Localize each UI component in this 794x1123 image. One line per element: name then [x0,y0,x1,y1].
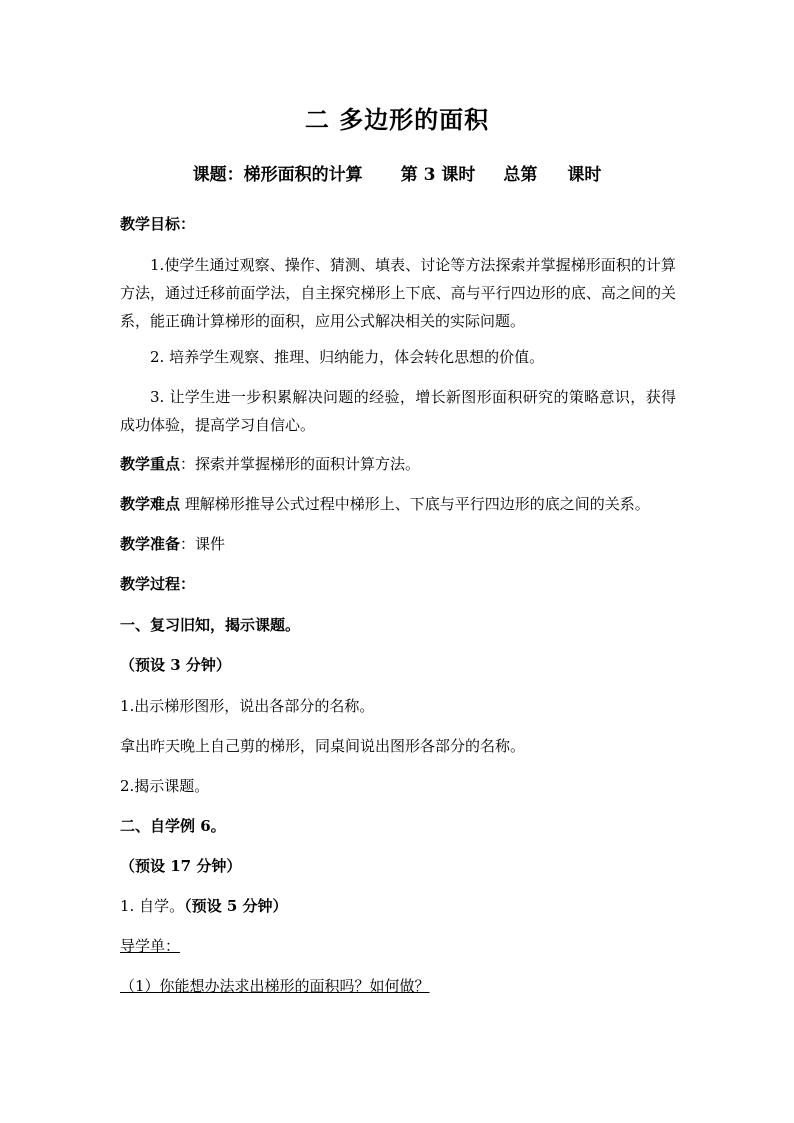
lesson-number: 第 3 课时 [400,165,476,185]
preparation-label: 教学准备 [120,535,181,553]
difficulty [120,490,680,518]
objective-3: 3. 让学生进一步积累解决问题的经验，增长新图形面积研究的策略意识，获得成功体验，提高学习自信心。 [120,388,676,434]
section2-heading: 二、自学例 6。 [120,817,226,835]
lesson-subtitle [0,160,794,185]
page-title: 二 多边形的面积 [304,105,490,134]
key-point [120,450,680,478]
lesson-topic: 课题：梯形面积的计算 [192,165,363,185]
preparation [120,530,680,558]
preparation-text: ：课件 [180,535,226,553]
section1-item-3: 2.揭示课题。 [120,777,210,795]
lesson-total-suffix: 课时 [567,165,602,185]
objective-2: 2. 培养学生观察、推理、归纳能力，体会转化思想的价值。 [150,348,545,366]
difficulty-text: 理解梯形推导公式过程中梯形上、下底与平行四边形的底之间的关系。 [180,495,650,513]
objectives-label: 教学目标： [120,215,196,233]
guide-label: 导学单： [120,937,181,955]
section1-item-1: 1.出示梯形图形，说出各部分的名称。 [120,697,375,715]
key-point-label: 教学重点 [120,455,181,473]
section2-step1 [120,892,680,920]
key-point-text: ：探索并掌握梯形的面积计算方法。 [180,455,421,473]
lesson-total: 总第 [503,165,538,185]
section2-time: （预设 17 分钟） [120,857,242,875]
section1-heading: 一、复习旧知，揭示课题。 [120,616,301,634]
guide-question-1: （1）你能想办法求出梯形的面积吗？如何做？ [120,977,430,995]
step1-time: （预设 5 分钟） [184,897,288,915]
process-label: 教学过程： [120,575,196,593]
section1-time: （预设 3 分钟） [120,656,231,674]
difficulty-label: 教学难点 [120,495,181,513]
section1-item-2: 拿出昨天晚上自己剪的梯形，同桌间说出图形各部分的名称。 [120,737,526,755]
objective-1: 1.使学生通过观察、操作、猜测、填表、讨论等方法探索并掌握梯形面积的计算方法，通过迁移前面学法，自主探究梯形上下底、高与平行四边形的底、高之间的关系，能正确计算梯形的面积，应用公式解决相关的实际问题。 [120,256,676,330]
step1-prefix: 1. 自学。 [120,897,185,915]
